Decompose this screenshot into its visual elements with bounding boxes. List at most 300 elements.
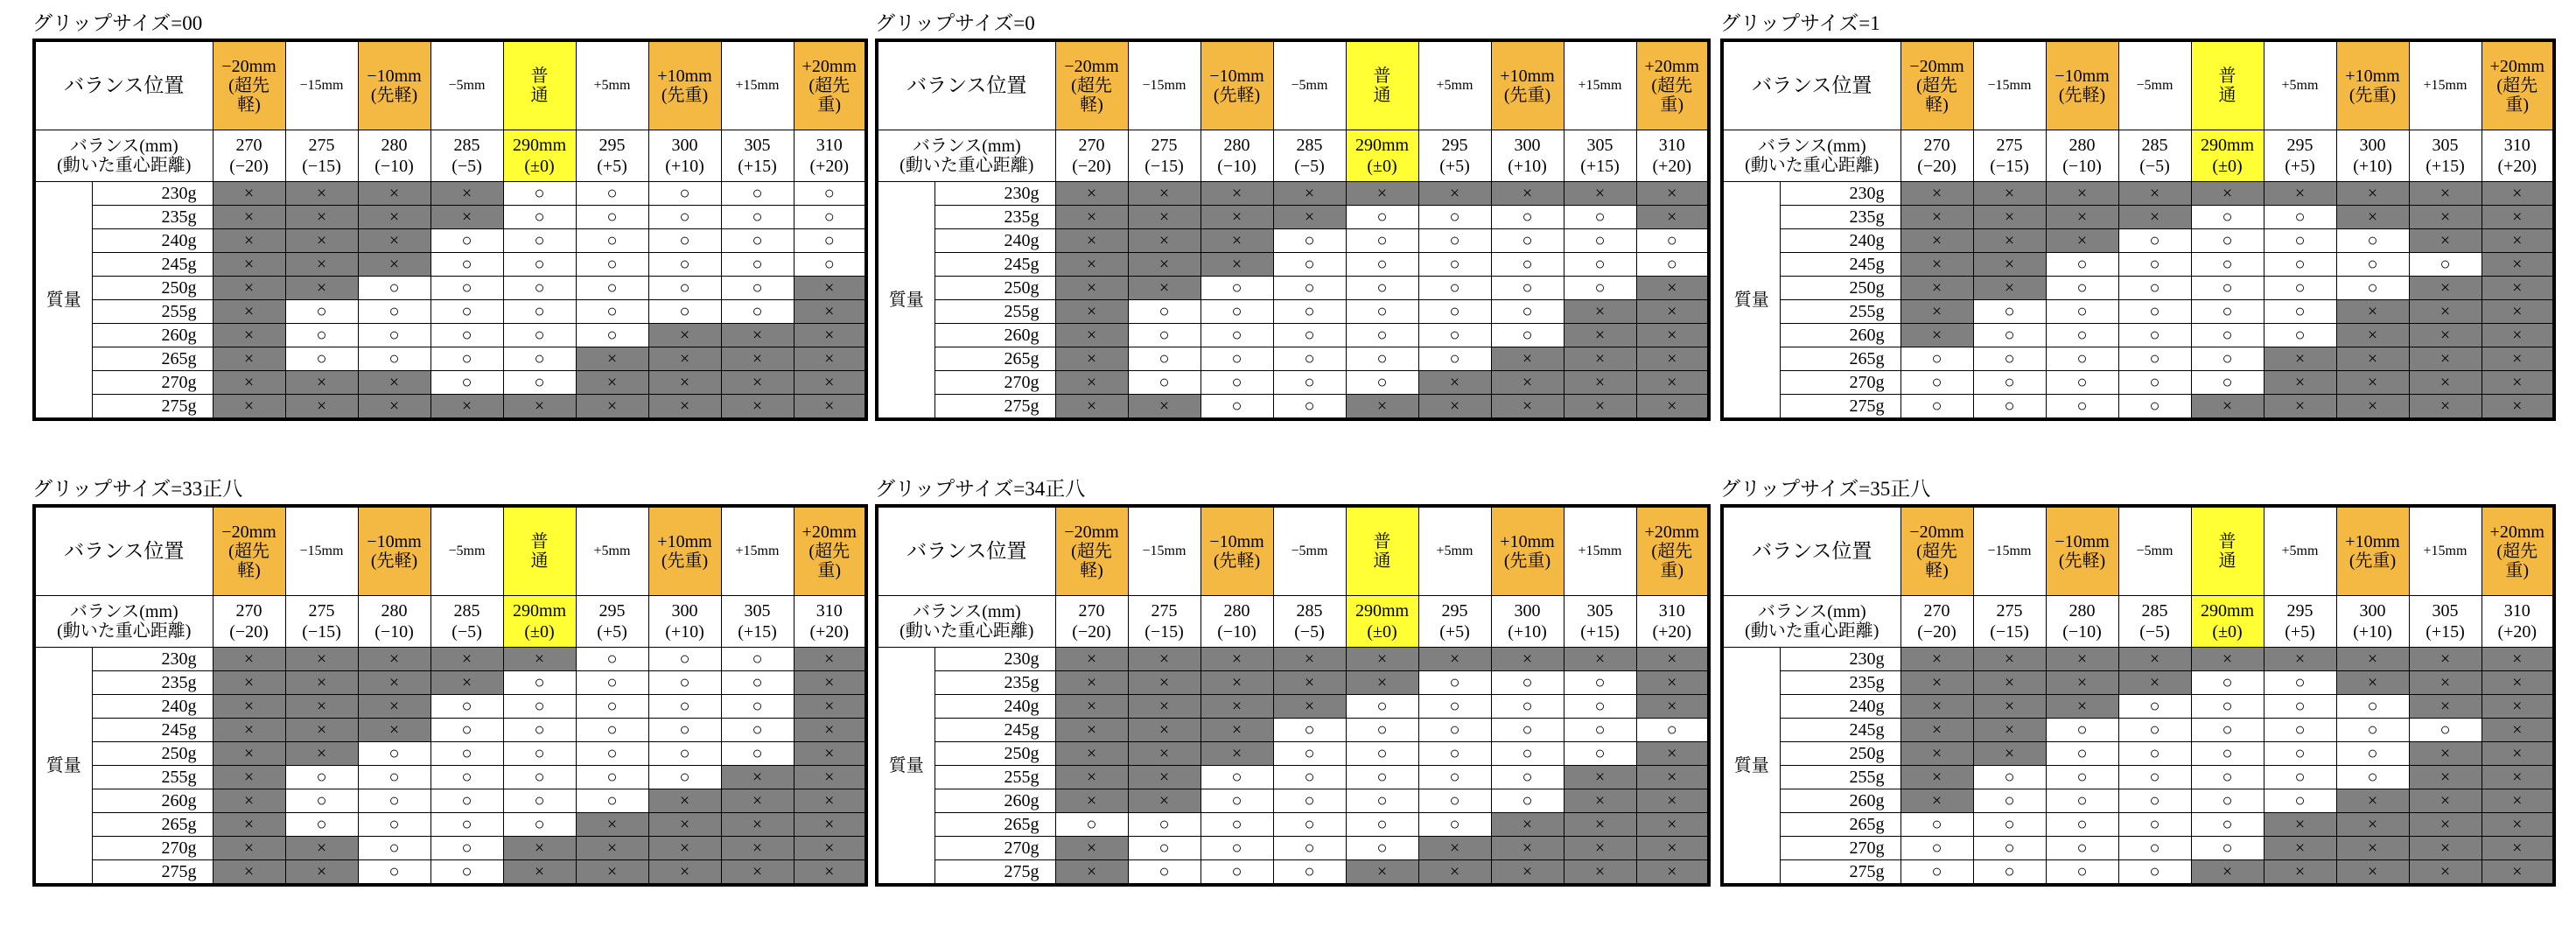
text-line: 270: [1078, 136, 1105, 155]
unsuitable-cell: ×: [213, 371, 285, 395]
unsuitable-cell: ×: [1055, 648, 1128, 671]
suitable-cell: ○: [576, 229, 648, 253]
suitable-cell: ○: [576, 789, 648, 813]
unsuitable-cell: ×: [794, 300, 866, 324]
unsuitable-cell: ×: [1973, 695, 2046, 719]
unsuitable-cell: ×: [1636, 277, 1709, 300]
balance-position-label: バランス位置: [34, 506, 213, 596]
suitable-cell: ○: [1273, 766, 1346, 789]
table-row: [1722, 300, 2554, 324]
mass-value: 265g: [1780, 347, 1900, 371]
text-line: (動いた重心距離): [57, 156, 192, 175]
text-line: (+15): [2426, 622, 2465, 642]
suitable-cell: ○: [1418, 742, 1491, 766]
mass-value: 245g: [92, 719, 213, 742]
balance-column-header: [794, 506, 866, 596]
mass-value: 255g: [92, 300, 213, 324]
text-line: (+10): [1508, 622, 1547, 642]
balance-value: [285, 130, 358, 182]
text-line: −5mm: [1291, 544, 1328, 558]
balance-mm-label: [1722, 596, 1900, 648]
table-row: [877, 395, 1709, 420]
suitable-cell: ○: [576, 300, 648, 324]
unsuitable-cell: ×: [2264, 371, 2336, 395]
unsuitable-cell: ×: [794, 742, 866, 766]
suitable-cell: ○: [1418, 253, 1491, 277]
text-line: 300: [2359, 136, 2386, 155]
text-line: +20mm: [2489, 523, 2544, 542]
balance-column-header: [2336, 506, 2409, 596]
text-line: +20mm: [1644, 57, 1699, 76]
balance-value: [576, 596, 648, 648]
suitable-cell: ○: [576, 671, 648, 695]
balance-column-header: [2409, 506, 2482, 596]
suitable-cell: ○: [576, 277, 648, 300]
unsuitable-cell: ×: [1055, 371, 1128, 395]
balance-column-header: [794, 40, 866, 130]
suitable-cell: ○: [1418, 347, 1491, 371]
balance-value: [648, 596, 721, 648]
unsuitable-cell: ×: [2409, 277, 2482, 300]
grip-size-title: グリップサイズ=35正八: [1720, 478, 1931, 500]
unsuitable-cell: ×: [2336, 300, 2409, 324]
table-row: [877, 371, 1709, 395]
unsuitable-cell: ×: [430, 395, 503, 420]
suitable-cell: ○: [1128, 813, 1200, 837]
suitable-cell: ○: [1128, 860, 1200, 886]
unsuitable-cell: ×: [2336, 371, 2409, 395]
table-row: [877, 789, 1709, 813]
grip-size-title: グリップサイズ=34正八: [875, 478, 1086, 500]
text-line: 295: [1441, 601, 1468, 621]
unsuitable-cell: ×: [2409, 371, 2482, 395]
mass-value: 255g: [1780, 766, 1900, 789]
mass-value: 235g: [1780, 671, 1900, 695]
suitable-cell: ○: [503, 229, 576, 253]
balance-column-header: [1900, 40, 1973, 130]
text-line: 305: [744, 601, 771, 621]
table-row: [877, 277, 1709, 300]
suitable-cell: ○: [648, 648, 721, 671]
text-line: 275: [308, 601, 335, 621]
text-line: (先重): [1503, 86, 1551, 105]
table-row: [34, 813, 866, 837]
mass-value: 230g: [92, 182, 213, 206]
unsuitable-cell: ×: [2191, 182, 2264, 206]
suitable-cell: ○: [430, 813, 503, 837]
unsuitable-cell: ×: [2336, 648, 2409, 671]
suitable-cell: ○: [1900, 860, 1973, 886]
mass-value: 265g: [92, 813, 213, 837]
suitable-cell: ○: [1418, 813, 1491, 837]
unsuitable-cell: ×: [1491, 395, 1564, 420]
unsuitable-cell: ×: [1128, 229, 1200, 253]
text-line: (−20): [1917, 157, 1956, 176]
suitable-cell: ○: [430, 229, 503, 253]
text-line: (+15): [738, 157, 777, 176]
suitable-cell: ○: [1273, 860, 1346, 886]
unsuitable-cell: ×: [576, 860, 648, 886]
balance-mm-label: [34, 596, 213, 648]
unsuitable-cell: ×: [794, 860, 866, 886]
balance-position-label: バランス位置: [1722, 40, 1900, 130]
suitable-cell: ○: [2264, 277, 2336, 300]
unsuitable-cell: ×: [2336, 324, 2409, 347]
unsuitable-cell: ×: [1128, 789, 1200, 813]
balance-value: [721, 130, 794, 182]
suitable-cell: ○: [2046, 253, 2118, 277]
text-line: −5mm: [2136, 544, 2174, 558]
suitable-cell: ○: [503, 277, 576, 300]
unsuitable-cell: ×: [1055, 300, 1128, 324]
table-row: [1722, 347, 2554, 371]
table-row: [34, 206, 866, 229]
text-line: −10mm: [1209, 532, 1264, 551]
suitable-cell: ○: [1973, 860, 2046, 886]
unsuitable-cell: ×: [1055, 766, 1128, 789]
text-line: 295: [1441, 136, 1468, 155]
suitable-cell: ○: [285, 347, 358, 371]
unsuitable-cell: ×: [2118, 182, 2191, 206]
table-row: [877, 695, 1709, 719]
unsuitable-cell: ×: [794, 371, 866, 395]
balance-column-header: [648, 40, 721, 130]
unsuitable-cell: ×: [2191, 860, 2264, 886]
suitable-cell: ○: [648, 206, 721, 229]
text-line: (−15): [302, 157, 341, 176]
unsuitable-cell: ×: [1346, 648, 1418, 671]
suitable-cell: ○: [721, 300, 794, 324]
unsuitable-cell: ×: [285, 671, 358, 695]
balance-column-header: [721, 40, 794, 130]
grip-size-title: グリップサイズ=33正八: [32, 478, 243, 500]
suitable-cell: ○: [721, 648, 794, 671]
text-line: −15mm: [1142, 78, 1186, 93]
unsuitable-cell: ×: [794, 695, 866, 719]
text-line: −10mm: [2054, 67, 2110, 86]
text-line: 310: [816, 601, 843, 621]
suitable-cell: ○: [358, 837, 430, 860]
balance-column-header: [576, 506, 648, 596]
text-line: −10mm: [1209, 67, 1264, 86]
balance-value: [213, 130, 285, 182]
unsuitable-cell: ×: [1200, 648, 1273, 671]
balance-column-header: [2191, 40, 2264, 130]
suitable-cell: ○: [648, 253, 721, 277]
text-line: (+5): [1439, 622, 1470, 642]
suitable-cell: ○: [1418, 324, 1491, 347]
unsuitable-cell: ×: [1564, 324, 1636, 347]
unsuitable-cell: ×: [213, 229, 285, 253]
unsuitable-cell: ×: [1418, 860, 1491, 886]
suitable-cell: ○: [1564, 277, 1636, 300]
suitable-cell: ○: [2118, 837, 2191, 860]
unsuitable-cell: ×: [2118, 671, 2191, 695]
suitable-cell: ○: [2118, 347, 2191, 371]
suitable-cell: ○: [285, 766, 358, 789]
balance-column-header: [2046, 506, 2118, 596]
unsuitable-cell: ×: [1636, 182, 1709, 206]
table-row: [1722, 324, 2554, 347]
suitable-cell: ○: [503, 766, 576, 789]
unsuitable-cell: ×: [1973, 253, 2046, 277]
text-line: 305: [2432, 601, 2459, 621]
balance-column-header: [1636, 506, 1709, 596]
balance-column-header: [2264, 506, 2336, 596]
text-line: 軽): [1925, 95, 1949, 115]
balance-value: [2191, 130, 2264, 182]
table-row: [1722, 837, 2554, 860]
suitable-cell: ○: [1491, 206, 1564, 229]
unsuitable-cell: ×: [2336, 860, 2409, 886]
suitable-cell: ○: [1491, 324, 1564, 347]
suitable-cell: ○: [2046, 395, 2118, 420]
suitable-cell: ○: [721, 671, 794, 695]
text-line: (+20): [809, 622, 850, 642]
balance-column-header: [1491, 40, 1564, 130]
mass-value: 240g: [1780, 695, 1900, 719]
table-row: [877, 300, 1709, 324]
unsuitable-cell: ×: [1055, 695, 1128, 719]
text-line: 300: [2359, 601, 2386, 621]
unsuitable-cell: ×: [358, 253, 430, 277]
unsuitable-cell: ×: [2482, 719, 2554, 742]
table-row: [34, 742, 866, 766]
suitable-cell: ○: [2191, 671, 2264, 695]
suitable-cell: ○: [576, 253, 648, 277]
text-line: (−15): [1990, 622, 2029, 642]
balance-value: [430, 596, 503, 648]
suitable-cell: ○: [1564, 206, 1636, 229]
table-row: [877, 766, 1709, 789]
balance-value: [721, 596, 794, 648]
table-row: [877, 837, 1709, 860]
balance-value: [1418, 130, 1491, 182]
suitable-cell: ○: [503, 789, 576, 813]
unsuitable-cell: ×: [1900, 277, 1973, 300]
unsuitable-cell: ×: [1900, 719, 1973, 742]
suitable-cell: ○: [1273, 719, 1346, 742]
suitable-cell: ○: [2336, 277, 2409, 300]
unsuitable-cell: ×: [213, 695, 285, 719]
suitable-cell: ○: [358, 766, 430, 789]
suitable-cell: ○: [1128, 324, 1200, 347]
balance-column-header: [285, 40, 358, 130]
text-line: 290mm: [512, 136, 567, 155]
unsuitable-cell: ×: [2482, 206, 2554, 229]
suitable-cell: ○: [2264, 324, 2336, 347]
unsuitable-cell: ×: [1128, 206, 1200, 229]
balance-column-header: [1900, 506, 1973, 596]
text-line: 285: [1296, 601, 1323, 621]
unsuitable-cell: ×: [2336, 837, 2409, 860]
table-row: [1722, 719, 2554, 742]
suitable-cell: ○: [2336, 742, 2409, 766]
text-line: (−5): [1294, 157, 1325, 176]
text-line: (先重): [1503, 551, 1551, 571]
unsuitable-cell: ×: [2482, 229, 2554, 253]
unsuitable-cell: ×: [1055, 837, 1128, 860]
unsuitable-cell: ×: [213, 766, 285, 789]
suitable-cell: ○: [648, 671, 721, 695]
text-line: 軽): [1080, 95, 1103, 115]
unsuitable-cell: ×: [2409, 813, 2482, 837]
unsuitable-cell: ×: [1055, 789, 1128, 813]
unsuitable-cell: ×: [794, 648, 866, 671]
table-row: [1722, 813, 2554, 837]
unsuitable-cell: ×: [1900, 324, 1973, 347]
unsuitable-cell: ×: [503, 860, 576, 886]
suitable-cell: ○: [2191, 719, 2264, 742]
suitable-cell: ○: [2336, 719, 2409, 742]
suitable-cell: ○: [1491, 695, 1564, 719]
text-line: 軽): [237, 95, 261, 115]
mass-value: 245g: [1780, 253, 1900, 277]
suitable-cell: ○: [1636, 719, 1709, 742]
text-line: 290mm: [2200, 136, 2255, 155]
text-line: (超先: [1071, 542, 1112, 561]
text-line: 重): [817, 561, 842, 580]
unsuitable-cell: ×: [1055, 206, 1128, 229]
unsuitable-cell: ×: [1128, 648, 1200, 671]
text-line: +15mm: [1578, 544, 1622, 558]
unsuitable-cell: ×: [794, 813, 866, 837]
text-line: 270: [1923, 601, 1950, 621]
balance-column-header: [2482, 40, 2554, 130]
suitable-cell: ○: [1900, 837, 1973, 860]
unsuitable-cell: ×: [1128, 671, 1200, 695]
text-line: (−10): [374, 622, 414, 642]
balance-column-header: [2118, 40, 2191, 130]
suitable-cell: ○: [576, 742, 648, 766]
suitable-cell: ○: [1973, 347, 2046, 371]
balance-column-header: [1055, 40, 1128, 130]
suitable-cell: ○: [1273, 324, 1346, 347]
suitable-cell: ○: [358, 347, 430, 371]
suitable-cell: ○: [1418, 766, 1491, 789]
unsuitable-cell: ×: [2264, 347, 2336, 371]
text-line: (−10): [374, 157, 414, 176]
unsuitable-cell: ×: [1273, 671, 1346, 695]
text-line: (−20): [1072, 157, 1111, 176]
unsuitable-cell: ×: [1055, 860, 1128, 886]
text-line: (−20): [229, 622, 269, 642]
unsuitable-cell: ×: [1200, 229, 1273, 253]
unsuitable-cell: ×: [2046, 182, 2118, 206]
balance-value: [1636, 596, 1709, 648]
unsuitable-cell: ×: [1418, 837, 1491, 860]
text-line: (−15): [1144, 622, 1184, 642]
grip-size-block: [1720, 12, 2553, 450]
text-line: +5mm: [2281, 544, 2319, 558]
suitable-cell: ○: [2118, 742, 2191, 766]
text-line: +10mm: [1500, 67, 1555, 86]
unsuitable-cell: ×: [2482, 371, 2554, 395]
unsuitable-cell: ×: [1900, 300, 1973, 324]
unsuitable-cell: ×: [648, 860, 721, 886]
unsuitable-cell: ×: [1128, 719, 1200, 742]
balance-value: [2482, 596, 2554, 648]
unsuitable-cell: ×: [2336, 789, 2409, 813]
unsuitable-cell: ×: [1636, 695, 1709, 719]
unsuitable-cell: ×: [721, 789, 794, 813]
mass-value: 260g: [92, 324, 213, 347]
suitable-cell: ○: [2118, 300, 2191, 324]
unsuitable-cell: ×: [576, 837, 648, 860]
suitable-cell: ○: [2191, 253, 2264, 277]
unsuitable-cell: ×: [1973, 648, 2046, 671]
unsuitable-cell: ×: [1900, 766, 1973, 789]
suitable-cell: ○: [2118, 395, 2191, 420]
suitable-cell: ○: [1273, 347, 1346, 371]
suitable-cell: ○: [721, 277, 794, 300]
suitable-cell: ○: [648, 182, 721, 206]
suitable-cell: ○: [2409, 719, 2482, 742]
balance-value: [1128, 596, 1200, 648]
mass-value: 250g: [934, 277, 1055, 300]
unsuitable-cell: ×: [1055, 253, 1128, 277]
balance-column-header: [2118, 506, 2191, 596]
table-row: [34, 182, 866, 206]
unsuitable-cell: ×: [1273, 182, 1346, 206]
unsuitable-cell: ×: [2409, 206, 2482, 229]
suitable-cell: ○: [2264, 719, 2336, 742]
balance-value: [285, 596, 358, 648]
unsuitable-cell: ×: [2482, 253, 2554, 277]
unsuitable-cell: ×: [1636, 671, 1709, 695]
unsuitable-cell: ×: [2409, 347, 2482, 371]
suitable-cell: ○: [1973, 324, 2046, 347]
text-line: (−5): [452, 622, 482, 642]
balance-column-header: [503, 40, 576, 130]
suitable-cell: ○: [2046, 813, 2118, 837]
suitable-cell: ○: [430, 277, 503, 300]
mass-value: 265g: [1780, 813, 1900, 837]
text-line: 300: [671, 601, 698, 621]
text-line: −15mm: [1987, 78, 2032, 93]
unsuitable-cell: ×: [2264, 837, 2336, 860]
mass-value: 230g: [934, 648, 1055, 671]
balance-column-header: [1273, 40, 1346, 130]
table-row: [34, 719, 866, 742]
text-line: (+15): [738, 622, 777, 642]
unsuitable-cell: ×: [1200, 182, 1273, 206]
suitable-cell: ○: [430, 300, 503, 324]
suitable-cell: ○: [2118, 766, 2191, 789]
unsuitable-cell: ×: [1636, 347, 1709, 371]
mass-value: 270g: [92, 371, 213, 395]
text-line: (−15): [1990, 157, 2029, 176]
suitable-cell: ○: [2264, 671, 2336, 695]
unsuitable-cell: ×: [648, 371, 721, 395]
suitable-cell: ○: [1636, 229, 1709, 253]
balance-mass-table: [32, 504, 868, 887]
text-line: 280: [381, 136, 408, 155]
unsuitable-cell: ×: [648, 837, 721, 860]
mass-value: 245g: [92, 253, 213, 277]
suitable-cell: ○: [1346, 742, 1418, 766]
unsuitable-cell: ×: [1900, 742, 1973, 766]
unsuitable-cell: ×: [2482, 324, 2554, 347]
suitable-cell: ○: [1273, 395, 1346, 420]
suitable-cell: ○: [503, 206, 576, 229]
mass-label: 質量: [1722, 648, 1780, 886]
mass-value: 260g: [934, 324, 1055, 347]
unsuitable-cell: ×: [2482, 837, 2554, 860]
mass-label: 質量: [877, 182, 934, 420]
unsuitable-cell: ×: [1273, 695, 1346, 719]
unsuitable-cell: ×: [1636, 648, 1709, 671]
